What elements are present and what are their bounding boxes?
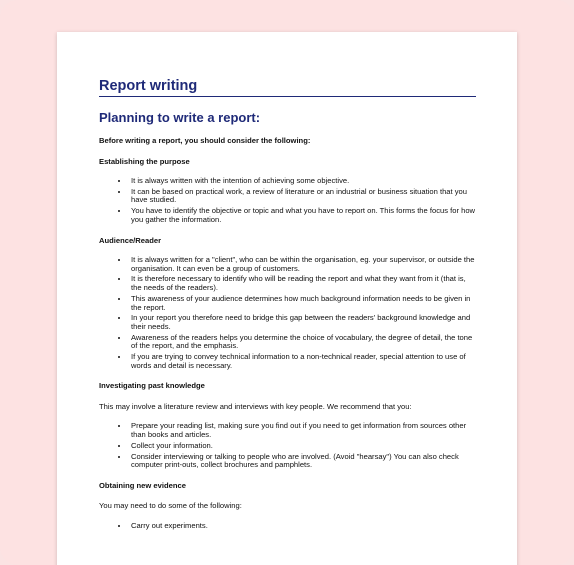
list-item: • It is always written for a "client", who can be within the organisation, eg. your supervisor, or outside the organisation. It can even be a group of customers. — [129, 256, 476, 273]
section-heading: Establishing the purpose — [99, 156, 190, 166]
document-page — [57, 32, 517, 565]
intro-text: Before writing a report, you should consider the following: — [99, 136, 311, 145]
section-heading: Obtaining new evidence — [99, 480, 186, 490]
section-paragraph: This may involve a literature review and interviews with key people. We recommend that you: — [99, 401, 412, 411]
section-heading: Investigating past knowledge — [99, 381, 205, 391]
list-item: • Collect your information. — [129, 442, 476, 451]
bullet-list — [99, 422, 476, 470]
bullet-list — [99, 256, 476, 370]
section-heading: Audience/Reader — [99, 235, 162, 245]
list-item: • If you are trying to convey technical information to a non-technical reader, special attention to use of words and detail is necessary. — [129, 353, 476, 370]
list-item: • It is always written with the intention of achieving some objective. — [129, 177, 476, 186]
section-paragraph: You may need to do some of the following: — [99, 501, 242, 511]
list-item: • Consider interviewing or talking to people who are involved. (Avoid "hearsay") You can also check computer print-outs, collect brochures and pamphlets. — [129, 453, 476, 470]
list-item: • In your report you therefore need to bridge this gap between the readers' background knowledge and their needs. — [129, 314, 476, 331]
list-item: • It is therefore necessary to identify who will be reading the report and what they want from it (that is, the needs of the readers). — [129, 275, 476, 292]
list-item: • Prepare your reading list, making sure you find out if you need to get information from sources other than books and articles. — [129, 422, 476, 439]
document-title: Report writing — [99, 78, 476, 97]
list-item: • This awareness of your audience determines how much background information needs to be given in the report. — [129, 295, 476, 312]
list-item: • You have to identify the objective or topic and what you have to report on. This forms the focus for how you gather the information. — [129, 207, 476, 224]
list-item: • Carry out experiments. — [129, 522, 476, 531]
bullet-list — [99, 177, 476, 225]
document-subtitle: Planning to write a report: — [99, 110, 261, 125]
list-item: • Awareness of the readers helps you determine the choice of vocabulary, the degree of detail, the tone of the report, and the emphasis. — [129, 334, 476, 351]
list-item: • It can be based on practical work, a review of literature or an industrial or business situation that you have studied. — [129, 188, 476, 205]
bullet-list — [99, 522, 476, 531]
document-content — [99, 78, 476, 542]
